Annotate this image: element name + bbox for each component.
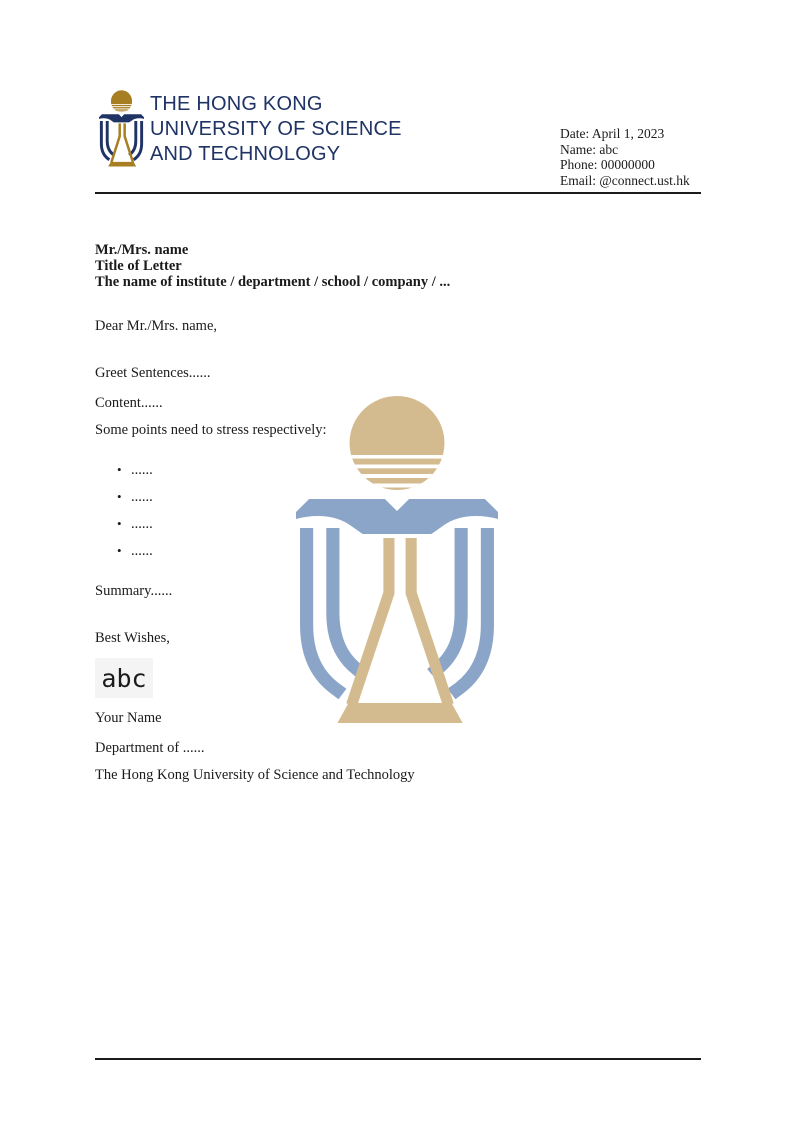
header-rule bbox=[95, 192, 701, 194]
bullet-marker: • bbox=[117, 543, 122, 558]
contact-email: Email: @connect.ust.hk bbox=[560, 173, 690, 189]
bullet-item bbox=[117, 542, 153, 560]
sender-university: The Hong Kong University of Science and Technology bbox=[95, 767, 415, 783]
signature-box bbox=[95, 658, 153, 698]
recipient-name: Mr./Mrs. name bbox=[95, 242, 189, 258]
salutation: Dear Mr./Mrs. name, bbox=[95, 318, 218, 334]
signature-text: abc bbox=[101, 663, 147, 693]
sender-name: Your Name bbox=[95, 710, 162, 726]
bullet-text: ...... bbox=[131, 462, 153, 478]
bullet-item bbox=[117, 488, 153, 506]
recipient-block bbox=[95, 242, 450, 291]
bullet-text: ...... bbox=[131, 489, 153, 505]
hkust-logo-icon bbox=[99, 90, 144, 167]
paragraph-greet: Greet Sentences...... bbox=[95, 365, 211, 381]
logotype-line-2: UNIVERSITY OF SCIENCE bbox=[150, 118, 402, 140]
bullet-marker: • bbox=[117, 489, 122, 504]
bullet-item bbox=[117, 515, 153, 533]
summary: Summary...... bbox=[95, 583, 173, 599]
paragraph-stress: Some points need to stress respectively: bbox=[95, 422, 327, 438]
contact-block bbox=[560, 126, 690, 189]
bullet-item bbox=[117, 461, 153, 479]
hkust-emblem-watermark-icon bbox=[296, 395, 498, 725]
recipient-institute: The name of institute / department / school / company / ... bbox=[95, 274, 451, 291]
contact-name: Name: abc bbox=[560, 141, 619, 157]
bullet-marker: • bbox=[117, 462, 122, 477]
bullet-marker: • bbox=[117, 516, 122, 531]
closing: Best Wishes, bbox=[95, 630, 170, 646]
bullet-text: ...... bbox=[131, 543, 153, 559]
contact-date: Date: April 1, 2023 bbox=[560, 126, 665, 141]
sender-department: Department of ...... bbox=[95, 740, 205, 756]
letter-title: Title of Letter bbox=[95, 258, 182, 275]
paragraph-content: Content...... bbox=[95, 395, 163, 411]
logotype bbox=[150, 92, 402, 167]
logotype-line-3: AND TECHNOLOGY bbox=[150, 143, 341, 165]
bullet-text: ...... bbox=[131, 516, 153, 532]
contact-phone: Phone: 00000000 bbox=[560, 157, 655, 173]
footer-rule bbox=[95, 1058, 701, 1060]
logotype-line-1: THE HONG KONG bbox=[150, 93, 323, 115]
